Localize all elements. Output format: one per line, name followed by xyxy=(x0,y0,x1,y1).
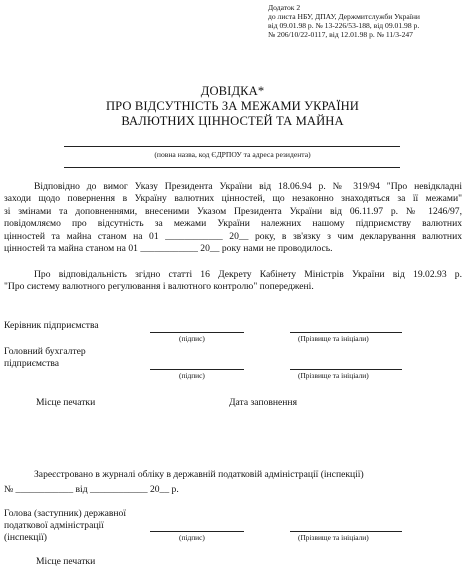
organization-caption: (повна назва, код ЄДРПОУ та адреса резидента) xyxy=(154,150,311,159)
head-sign-caption: (підпис) xyxy=(179,334,205,343)
head-signature-line xyxy=(150,332,244,333)
organization-name-line-2 xyxy=(64,167,400,168)
annex-header xyxy=(268,3,463,39)
registration-text: Зареєстровано в журналі обліку в державній податковій адміністрації (інспекції) xyxy=(34,469,364,480)
head-label: Керівник підприємства xyxy=(4,320,99,331)
accountant-signature-line xyxy=(150,369,244,370)
paragraph-line: "Про систему валютного регулювання і валютного контролю" попереджені. xyxy=(4,281,314,293)
tax-signature-line xyxy=(150,531,244,532)
responsibility-paragraph xyxy=(4,269,462,294)
head-name-caption: (Прізвище та ініціали) xyxy=(298,334,369,343)
registration-number-line: № ____________ від ____________ 20__ р. xyxy=(4,484,179,495)
paragraph-line: Відповідно до вимог Указу Президента України від 18.06.94 р. № 319/94 "Про невідкладні xyxy=(34,181,462,192)
annex-line-4: № 206/10/22-0117, від 12.01.98 р. № 11/3-247 xyxy=(268,30,413,39)
paragraph-line: заходи щодо повернення в Україну валютних цінностей, що незаконно знаходяться за її межами" xyxy=(4,193,462,205)
accountant-label-2: підприємства xyxy=(4,358,60,369)
tax-name-caption: (Прізвище та ініціали) xyxy=(298,533,369,542)
title-line-2: ПРО ВІДСУТНІСТЬ ЗА МЕЖАМИ УКРАЇНИ xyxy=(105,99,360,113)
accountant-name-caption: (Прізвище та ініціали) xyxy=(298,371,369,380)
declaration-paragraph xyxy=(4,181,462,255)
stamp-place-label: Місце печатки xyxy=(36,397,96,408)
annex-line-2: до листа НБУ, ДПАУ, Держмитслужби України xyxy=(268,12,420,21)
document-title xyxy=(0,84,465,129)
fill-date-label: Дата заповнення xyxy=(229,397,297,408)
organization-name-line xyxy=(64,146,400,147)
accountant-sign-caption: (підпис) xyxy=(179,371,205,380)
accountant-label-1: Головний бухгалтер xyxy=(4,346,86,357)
paragraph-line: цінностей та майна станом на 01 ____________ 20__ року нами не проводилось. xyxy=(4,243,333,255)
title-line-3: ВАЛЮТНИХ ЦІННОСТЕЙ ТА МАЙНА xyxy=(121,114,344,128)
accountant-name-line xyxy=(290,369,402,370)
tax-head-label-1: Голова (заступник) державної xyxy=(4,508,126,519)
annex-line-3: від 09.01.98 р. № 13-226/53-188, від 09.01.98 р. xyxy=(268,21,420,30)
tax-sign-caption: (підпис) xyxy=(179,533,205,542)
tax-name-line xyxy=(290,531,402,532)
paragraph-line: повідомляємо про відсутність за межами України належних нашому підприємству валютних xyxy=(4,218,462,230)
tax-head-label-3: (інспекції) xyxy=(4,532,47,543)
tax-stamp-place-label: Місце печатки xyxy=(36,556,96,567)
paragraph-line: цінностей та майна станом на 01 ____________ 20__ року, в зв'язку з чим декларування валютних xyxy=(4,230,462,242)
title-line-1: ДОВІДКА* xyxy=(200,84,265,98)
head-name-line xyxy=(290,332,402,333)
tax-head-label-2: податкової адміністрації xyxy=(4,520,104,531)
paragraph-line: зі змінами та доповненнями, внесеними Указом Президента України від 06.11.97 р. № 1246/97, xyxy=(4,205,462,217)
annex-line-1: Додаток 2 xyxy=(268,3,301,12)
paragraph-line: Про відповідальність згідно статті 16 Декрету Кабінету Міністрів України від 19.02.93 р. xyxy=(34,269,462,280)
